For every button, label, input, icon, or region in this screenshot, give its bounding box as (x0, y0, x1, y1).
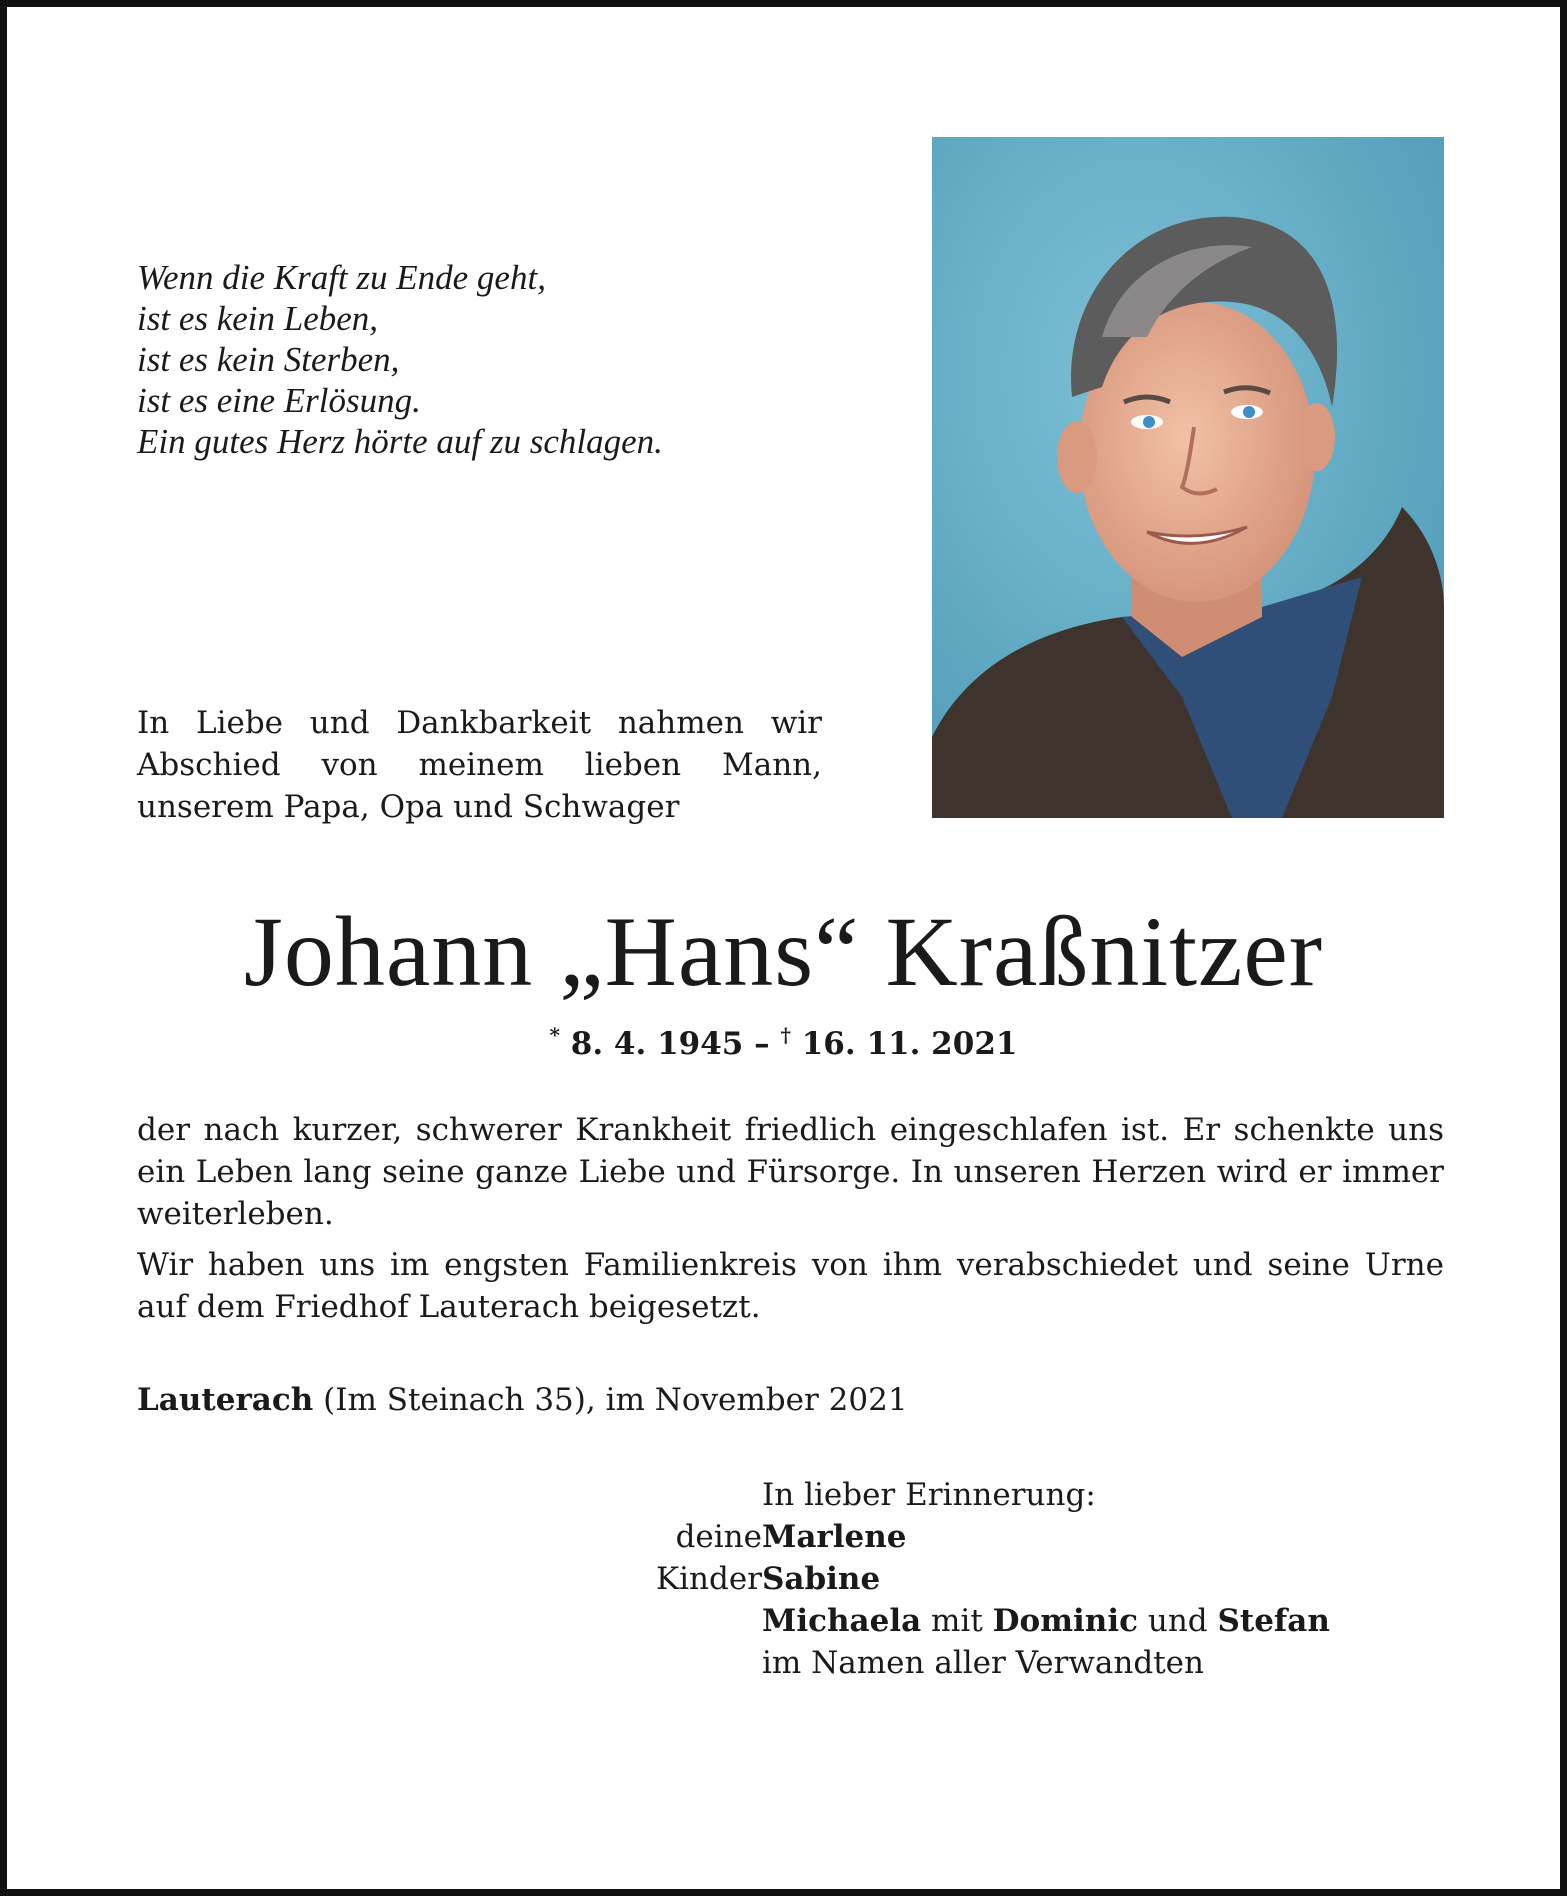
signature-connector: und (1138, 1603, 1218, 1639)
intro-line: Abschied von meinem lieben Mann, (137, 747, 822, 783)
death-symbol: † (780, 1023, 791, 1047)
poem-line: Ein gutes Herz hörte auf zu schlagen. (137, 422, 663, 461)
signature-row (522, 1558, 1247, 1600)
poem-line: ist es kein Sterben, (137, 340, 400, 379)
signature-connector: mit (921, 1603, 993, 1639)
signature-name: Stefan (1217, 1603, 1330, 1639)
poem (137, 257, 777, 462)
place-town: Lauterach (137, 1382, 314, 1418)
place-rest: (Im Steinach 35), im November 2021 (313, 1382, 908, 1418)
signature-name: Sabine (762, 1561, 881, 1597)
place-and-date (137, 1379, 1444, 1421)
portrait-illustration (932, 137, 1444, 818)
poem-line: ist es kein Leben, (137, 299, 379, 338)
paragraph-illness: der nach kurzer, schwerer Krankheit friedlich eingeschlafen ist. Er schenkte uns ein Leben lang seine ganze Liebe und Fürsorge. In unseren Herzen wird er immer weiterleben. (137, 1112, 1444, 1232)
paragraph-funeral: Wir haben uns im engsten Familienkreis von ihm verabschiedet und seine Urne auf dem Friedhof Lauterach beigesetzt. (137, 1247, 1444, 1325)
signature-row (522, 1516, 1247, 1558)
signature-name: Dominic (992, 1603, 1138, 1639)
birth-date: 8. 4. 1945 (570, 1026, 744, 1062)
death-date: 16. 11. 2021 (801, 1026, 1018, 1062)
date-separator: – (754, 1026, 770, 1062)
signature-closing: im Namen aller Verwandten (762, 1645, 1204, 1681)
signature-heading: In lieber Erinnerung: (762, 1477, 1096, 1513)
life-dates (7, 1015, 1560, 1064)
deceased-name: Johann „Hans“ Kraßnitzer (243, 896, 1324, 1007)
signature-name: Marlene (762, 1519, 907, 1555)
signature-row (762, 1600, 1462, 1642)
birth-symbol: * (549, 1023, 560, 1047)
poem-line: Wenn die Kraft zu Ende geht, (137, 258, 546, 297)
portrait-photo (932, 137, 1444, 818)
intro-text (137, 702, 822, 828)
poem-line: ist es eine Erlösung. (137, 381, 421, 420)
signature-label: Kinder (655, 1561, 762, 1597)
intro-line: unserem Papa, Opa und Schwager (137, 789, 680, 825)
signature-label: deine (675, 1519, 762, 1555)
intro-line: In Liebe und Dankbarkeit nahmen wir (137, 705, 822, 741)
signature-name: Michaela (762, 1603, 922, 1639)
